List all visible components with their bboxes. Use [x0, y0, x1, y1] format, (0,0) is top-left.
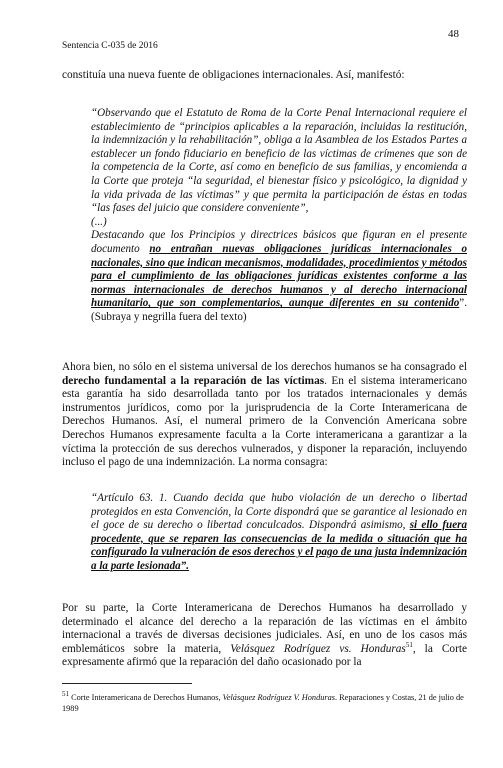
- block-quote-principles: [91, 107, 467, 325]
- paragraph-interamerican: [62, 361, 467, 470]
- para2-before: Ahora bien, no sólo en el sistema universal de los derechos humanos se ha consagrado el: [62, 361, 467, 373]
- quote-ellipsis: (...): [91, 215, 107, 228]
- footnote-after: . Reparaciones y Costas, 21 de julio de 1989: [62, 693, 464, 713]
- quote-text-part1: “Observando que el Estatuto de Roma de la Corte Penal Internacional requiere el establecimiento de “principios aplicables a la reparación, incluidas la restitución, la indemnización y la rehabilitación”, obliga a la Asamblea de los Estados Partes a establecer un fondo fiduciario en beneficio de las víctimas de crímenes que son de la competencia de la Corte, así como en beneficio de sus familias, y encomienda a la Corte que proteja “la seguridad, el bienestar físico y psicológico, la dignidad y la vida privada de las víctimas” y que permita la participación de éstas en todas “las fases del juicio que considere conveniente”,: [91, 107, 467, 215]
- quote-lead-text: Destacando que los Principios y directrices básicos que figuran en el presente documento: [91, 229, 467, 255]
- paragraph-court: [62, 602, 467, 670]
- footnote: [62, 692, 467, 714]
- article-emphasis: si ello fuera procedente, que se reparen las consecuencias de la medida o situación que ha configurado la vulneración de esos derechos y el pago de una justa indemnización a la parte lesionada”.: [91, 519, 467, 572]
- quote-note: (Subraya y negrilla fuera del texto): [91, 310, 247, 323]
- para2-after: . En el sistema interamericano esta garantía ha sido desarrollada tanto por los tratados internacionales y demás instrumentos jurídicos, como por la jurisprudencia de la Corte Interamericana de Derechos Humanos. Así, el numeral primero de la Convención Americana sobre Derechos Humanos expresamente faculta a la Corte interamericana a garantizar a la víctima la protección de sus derechos vulnerados, y disponer la reparación, incluyendo incluso el pago de una indemnización. La norma consagra:: [62, 374, 467, 469]
- page-number: 48: [448, 28, 459, 40]
- block-quote-article-63: [91, 492, 467, 574]
- quote-text-part2: [91, 229, 467, 324]
- article-quote: [91, 492, 467, 574]
- article-text: “Artículo 63. 1. Cuando decida que hubo violación de un derecho o libertad protegidos en esta Convención, la Corte dispondrá que se garantice al lesionado en el goce de su derecho o libertad conculcados. Dispondrá asimismo,: [91, 492, 467, 532]
- paragraph-intro: constituía una nueva fuente de obligaciones internacionales. Así, manifestó:: [62, 69, 405, 81]
- footnote-before: Corte Interamericana de Derechos Humanos,: [69, 693, 223, 702]
- footnote-divider: [62, 683, 192, 684]
- quote-emphasis: no entrañan nuevas obligaciones jurídicas internacionales o nacionales, sino que indican mecanismos, modalidades, procedimientos y métodos para el cumplimiento de las obligaciones jurídicas existentes conforme a las normas internacionales de derechos humanos y al derecho internacional humanitario, que son complementarios, aunque diferentes en su contenido: [91, 242, 468, 310]
- para3-after: , la Corte expresamente afirmó que la reparación del daño ocasionado por la: [62, 642, 467, 669]
- footnote-marker: 51: [62, 690, 69, 699]
- para2-bold: derecho fundamental a la reparación de las víctimas: [62, 374, 325, 387]
- footnote-case: Velásquez Rodríguez V. Honduras: [222, 693, 335, 702]
- running-header: Sentencia C-035 de 2016: [62, 41, 158, 51]
- quote-closing: ”.: [459, 297, 467, 310]
- case-name: Velásquez Rodríguez vs. Honduras: [230, 642, 406, 655]
- para3-before: Por su parte, la Corte Interamericana de Derechos Humanos ha desarrollado y determinado el alcance del derecho a la reparación de las víctimas en el ámbito internacional a través de diversas decisiones judiciales. Así, en uno de los casos más emblemáticos sobre la materia,: [62, 602, 467, 655]
- footnote-reference[interactable]: 51: [405, 641, 413, 650]
